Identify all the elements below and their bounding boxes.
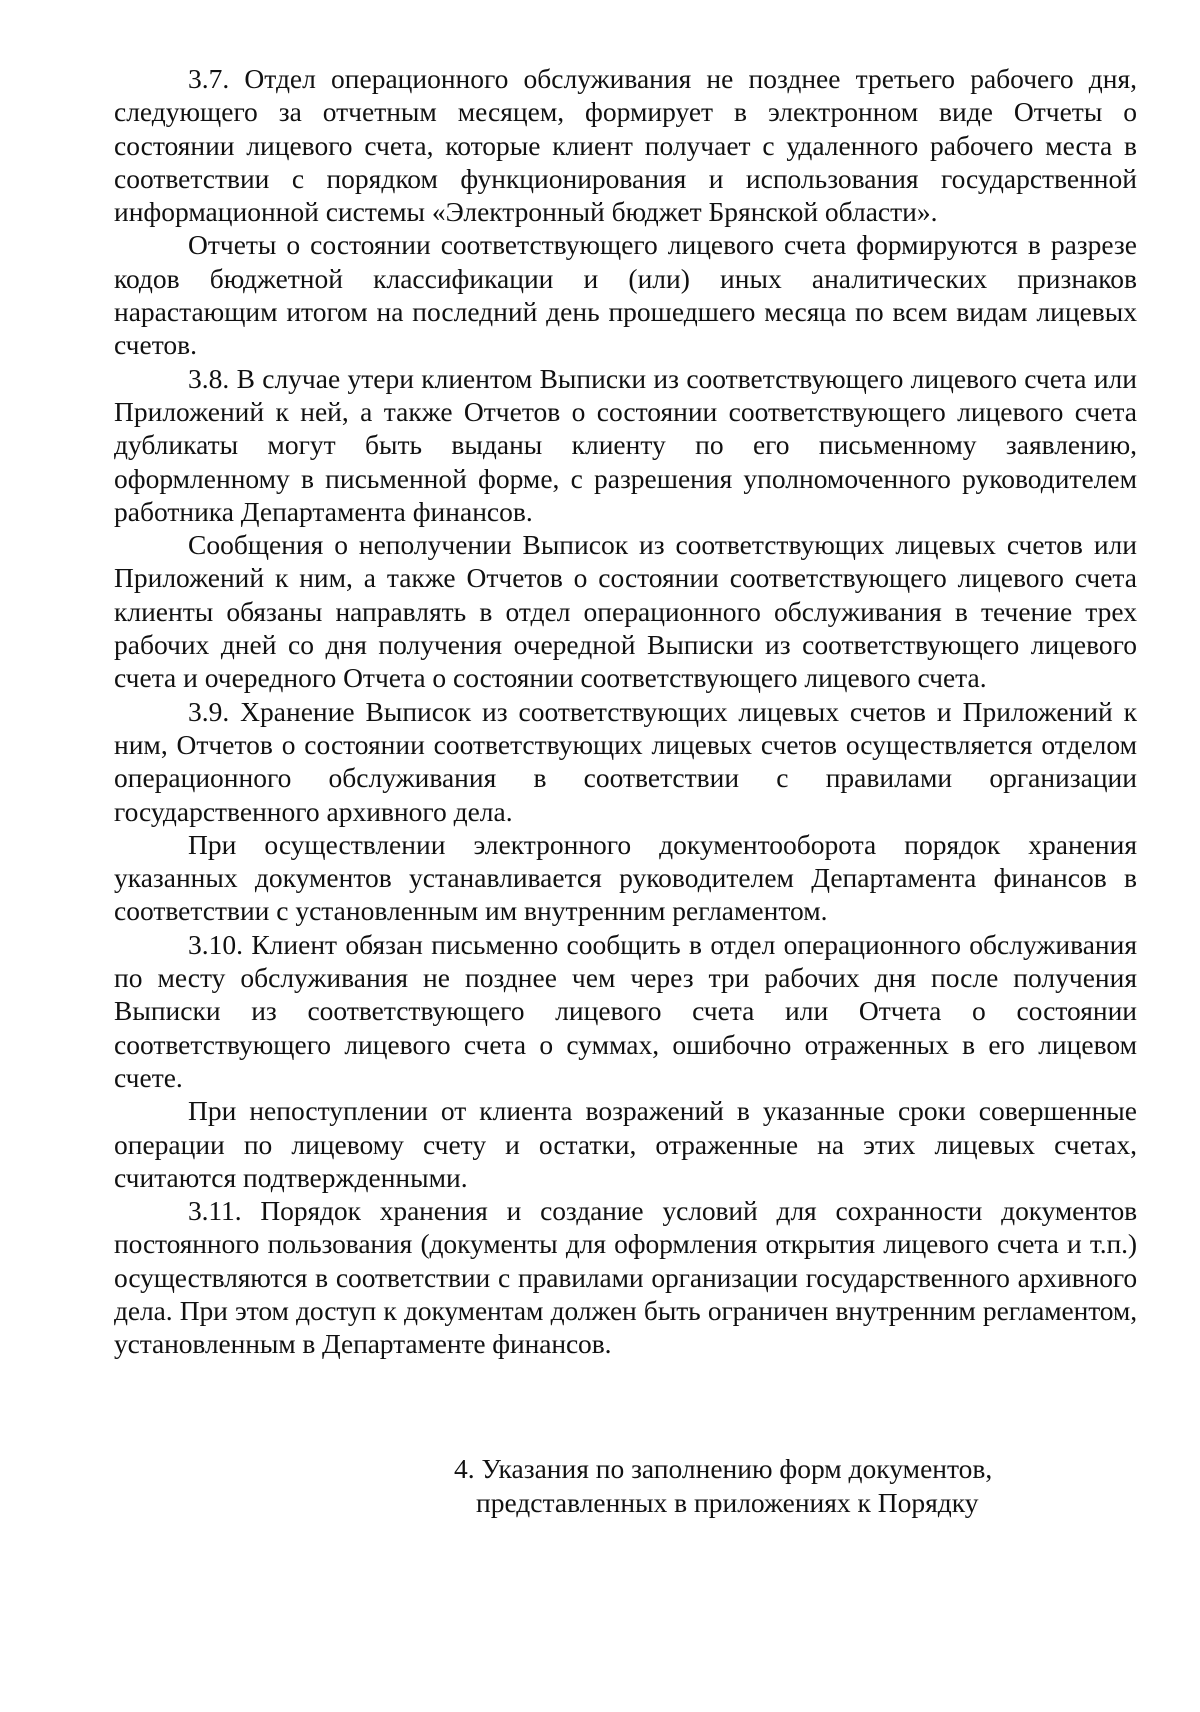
paragraph-3-7: 3.7. Отдел операционного обслуживания не позднее третьего рабочего дня, следующего за отчетным месяцем, формирует в электронном виде Отчеты о состоянии лицевого счета, которые клиент получает с удаленного рабочего места в соответствии с порядком функционирования и использования государственной информационной системы «Электронный бюджет Брянской области». <box>114 63 1137 228</box>
paragraph-3-10-objections: При непоступлении от клиента возражений в указанные сроки совершенные операции по лицевому счету и остатки, отраженные на этих лицевых счетах, считаются подтвержденными. <box>114 1095 1137 1193</box>
paragraph-3-9: 3.9. Хранение Выписок из соответствующих лицевых счетов и Приложений к ним, Отчетов о состоянии соответствующих лицевых счетов осуществляется отделом операционного обслуживания в соответствии с правилами организации государственного архивного дела. <box>114 695 1137 827</box>
section-4-heading <box>114 1452 1137 1520</box>
paragraph-3-9-electronic: При осуществлении электронного документооборота порядок хранения указанных документов устанавливается руководителем Департамента финансов в соответствии с установленным им внутренним регламентом. <box>114 828 1137 927</box>
section-heading-line-2: представленных в приложениях к Порядку <box>476 1487 979 1518</box>
paragraph-3-10: 3.10. Клиент обязан письменно сообщить в отдел операционного обслуживания по месту обслуживания не позднее чем через три рабочих дня после получения Выписки из соответствующего лицевого счета или Отчета о состоянии соответствующего лицевого счета о суммах, ошибочно отраженных в его лицевом счете. <box>114 928 1137 1093</box>
paragraph-3-7-reports: Отчеты о состоянии соответствующего лицевого счета формируются в разрезе кодов бюджетной классификации и (или) иных аналитических признаков нарастающим итогом на последний день прошедшего месяца по всем видам лицевых счетов. <box>114 229 1137 361</box>
paragraph-3-8: 3.8. В случае утери клиентом Выписки из соответствующего лицевого счета или Приложений к ней, а также Отчетов о состоянии соответствующего лицевого счета дубликаты могут быть выданы клиенту по его письменному заявлению, оформленному в письменной форме, с разрешения уполномоченного руководителем работника Департамента финансов. <box>114 362 1137 527</box>
document-body <box>114 62 1137 1361</box>
paragraph-3-11: 3.11. Порядок хранения и создание условий для сохранности документов постоянного пользования (документы для оформления открытия лицевого счета и т.п.) осуществляются в соответствии с правилами организации государственного архивного дела. При этом доступ к документам должен быть ограничен внутренним регламентом, установленным в Департаменте финансов. <box>114 1195 1137 1360</box>
paragraph-3-8-messages: Сообщения о неполучении Выписок из соответствующих лицевых счетов или Приложений к ним, а также Отчетов о состоянии соответствующего лицевого счета клиенты обязаны направлять в отдел операционного обслуживания в течение трех рабочих дней со дня получения очередной Выписки из соответствующего лицевого счета и очередного Отчета о состоянии соответствующего лицевого счета. <box>114 529 1137 694</box>
section-heading-line-1: 4. Указания по заполнению форм документов, <box>454 1453 993 1484</box>
